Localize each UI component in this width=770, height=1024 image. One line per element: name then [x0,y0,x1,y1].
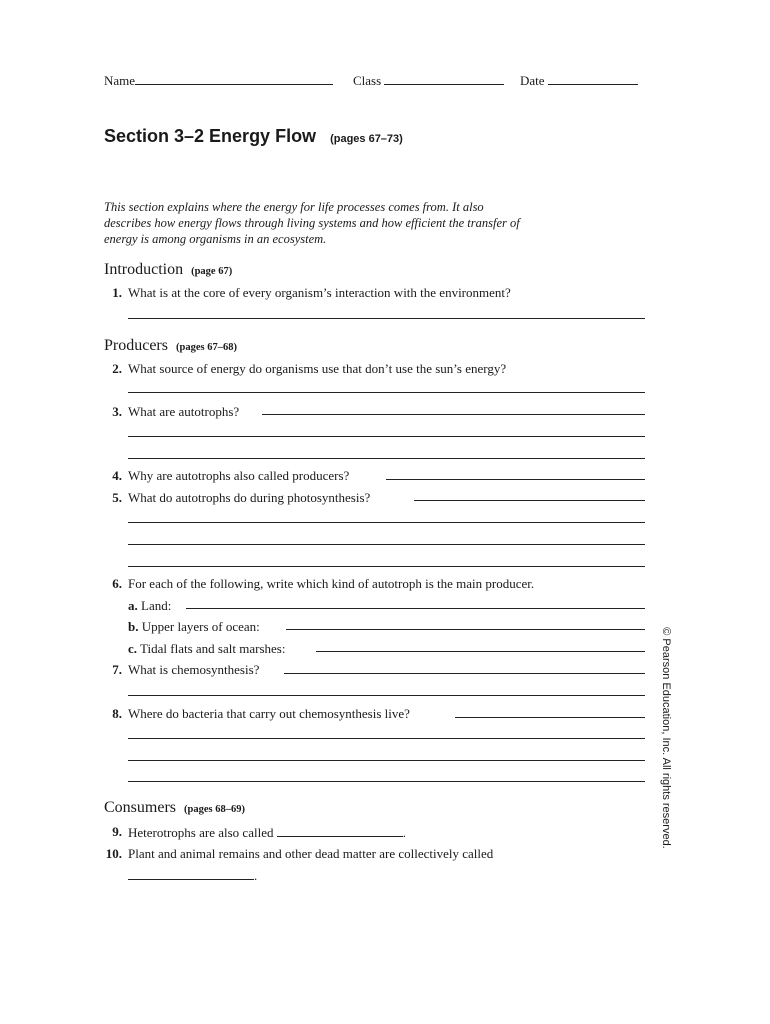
answer-line[interactable] [128,781,645,782]
answer-line[interactable] [128,458,645,459]
q4-number: 4. [112,468,122,483]
q6b-text: Upper layers of ocean: [141,619,260,634]
section-title [104,126,403,147]
q3-text: What are autotrophs? [128,404,240,419]
q6c-letter: c. [128,641,138,656]
q6b [128,619,260,635]
answer-line[interactable] [128,566,645,567]
copyright-notice: © Pearson Education, Inc. All rights reserved. [660,627,672,849]
q8-number: 8. [112,706,122,721]
q1-number: 1. [112,285,122,300]
heading-consumers-text: Consumers [104,799,176,816]
q6-text: For each of the following, write which kind of autotroph is the main producer. [128,576,535,591]
q7-text: What is chemosynthesis? [128,662,260,677]
q2-number: 2. [112,361,122,376]
q5-number: 5. [112,490,122,505]
q10-number: 10. [105,846,122,861]
q6a-text: Land: [141,598,172,613]
answer-line[interactable] [316,651,645,652]
q6a [128,598,171,614]
q10-answer [128,867,257,884]
q8-text: Where do bacteria that carry out chemosynthesis live? [128,706,410,721]
class-field[interactable] [384,72,504,85]
answer-line[interactable] [128,436,645,437]
student-info-line [104,72,333,89]
q5-text: What do autotrophs do during photosynthesis? [128,490,371,505]
class-label: Class [353,73,382,88]
name-field[interactable] [135,72,333,85]
answer-line[interactable] [284,673,645,674]
date-label: Date [520,73,545,88]
heading-consumers [104,799,245,817]
heading-introduction-pages: (page 67) [191,266,233,277]
q3-number: 3. [112,404,122,419]
answer-line[interactable] [386,479,645,480]
heading-producers-pages: (pages 67–68) [175,342,237,353]
q9-end: . [402,825,406,840]
q2-text: What source of energy do organisms use that don’t use the sun’s energy? [128,361,507,376]
answer-line[interactable] [128,760,645,761]
answer-line[interactable] [262,414,645,415]
answer-line[interactable] [455,717,645,718]
q6-number: 6. [112,576,122,591]
answer-line[interactable] [128,738,645,739]
date-field[interactable] [548,72,638,85]
q6b-letter: b. [128,619,139,634]
date-group [520,72,638,89]
q7-number: 7. [112,662,122,677]
class-group [353,72,504,89]
name-label: Name [104,73,136,88]
q9-text: Heterotrophs are also called [128,825,274,840]
answer-line[interactable] [414,500,645,501]
q9-blank[interactable] [277,824,403,837]
q4-text: Why are autotrophs also called producers? [128,468,350,483]
section-intro: This section explains where the energy for life processes comes from. It also describes how energy flows through living systems and how efficient the transfer of energy is among organisms in an ecosystem. [104,200,520,246]
answer-line[interactable] [128,392,645,393]
section-title-text: Section 3–2 Energy Flow [104,126,317,146]
q6c [128,641,285,657]
answer-line[interactable] [128,544,645,545]
heading-producers [104,337,237,355]
answer-line[interactable] [128,522,645,523]
heading-introduction [104,261,232,279]
q9 [128,824,406,841]
heading-producers-text: Producers [104,337,168,354]
q6c-text: Tidal flats and salt marshes: [140,641,286,656]
answer-line[interactable] [286,629,645,630]
q6a-letter: a. [128,598,138,613]
q10-text: Plant and animal remains and other dead matter are collectively called [128,846,494,861]
q10-blank[interactable] [128,867,254,880]
answer-line[interactable] [128,695,645,696]
q9-number: 9. [112,824,122,839]
answer-line[interactable] [128,318,645,319]
heading-introduction-text: Introduction [104,261,184,278]
section-pages: (pages 67–73) [330,133,403,145]
q10-end: . [254,868,258,883]
heading-consumers-pages: (pages 68–69) [184,804,245,815]
answer-line[interactable] [186,608,645,609]
q1-text: What is at the core of every organism’s interaction with the environment? [128,285,511,300]
